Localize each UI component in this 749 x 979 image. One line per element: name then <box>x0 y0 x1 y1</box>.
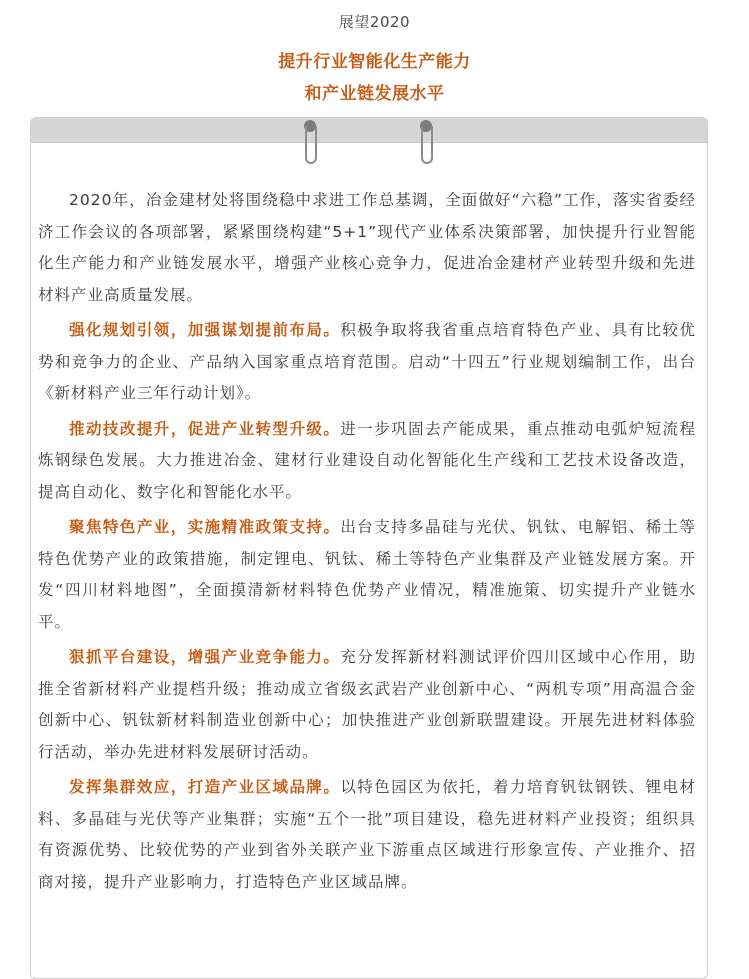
paragraph-intro <box>38 185 696 311</box>
paragraph-lead: 推动技改提升，促进产业转型升级。 <box>69 419 341 438</box>
paragraph-planning <box>38 315 696 410</box>
ring-loop <box>421 126 433 164</box>
paragraph-special-industry <box>38 512 696 638</box>
notepad-top-bar <box>31 118 707 143</box>
paragraph-platform <box>38 642 696 768</box>
page-title-line-1: 提升行业智能化生产能力 <box>278 52 471 72</box>
ring-loop <box>305 126 317 164</box>
paragraph-lead: 强化规划引领，加强谋划提前布局。 <box>69 321 341 339</box>
paragraph-text: 积极争取将我省重点培育特色产业、具有比较优势和竞争力的企业、产品纳入国家重点培育范围。启动“十四五”行业规划编制工作，出台《新材料产业三年行动计划》。 <box>38 321 696 402</box>
binder-ring-icon <box>302 118 318 166</box>
paragraph-text: 出台支持多晶硅与光伏、钒钛、电解铝、稀土等特色优势产业的政策措施，制定锂电、钒钛、稀土等特色产业集群及产业链发展方案。开发“四川材料地图”，全面摸清新材料特色优势产业情况，精准施策、切实提升产业链水平。 <box>38 518 696 631</box>
paragraph-text: 进一步巩固去产能成果，重点推动电弧炉短流程炼钢绿色发展。大力推进冶金、建材行业建设自动化智能化生产线和工艺技术设备改造，提高自动化、数字化和智能化水平。 <box>38 419 696 501</box>
paragraph-text: 以特色园区为依托，着力培育钒钛钢铁、锂电材料、多晶硅与光伏等产业集群；实施“五个一批”项目建设，稳先进材料产业投资；组织具有资源优势、比较优势的产业到省外关联产业下游重点区域进行形象宣传、产业推介、招商对接，提升产业影响力，打造特色产业区域品牌。 <box>38 778 696 891</box>
paragraph-text: 2020年，冶金建材处将围绕稳中求进工作总基调，全面做好“六稳”工作，落实省委经济工作会议的各项部署，紧紧围绕构建“5+1”现代产业体系决策部署，加快提升行业智能化生产能力和产业链发展水平，增强产业核心竞争力，促进冶金建材产业转型升级和先进材料产业高质量发展。 <box>38 191 696 304</box>
page-kicker: 展望2020 <box>338 13 411 31</box>
paragraph-lead: 聚焦特色产业，实施精准政策支持。 <box>69 518 341 536</box>
page-title-line-2: 和产业链发展水平 <box>304 84 445 104</box>
paragraph-lead: 狠抓平台建设，增强产业竞争能力。 <box>69 648 341 666</box>
binder-ring-icon <box>418 118 434 166</box>
paragraph-text: 充分发挥新材料测试评价四川区域中心作用，助推全省新材料产业提档升级；推动成立省级玄武岩产业创新中心、“两机专项”用高温合金创新中心、钒钛新材料制造业创新中心；加快推进产业创新联盟建设。开展先进材料体验行活动，举办先进材料发展研讨活动。 <box>38 648 696 761</box>
paragraph-cluster <box>38 772 696 898</box>
paragraph-lead: 发挥集群效应，打造产业区域品牌。 <box>69 778 341 796</box>
paragraph-upgrade <box>38 414 696 509</box>
article-body <box>38 185 696 902</box>
